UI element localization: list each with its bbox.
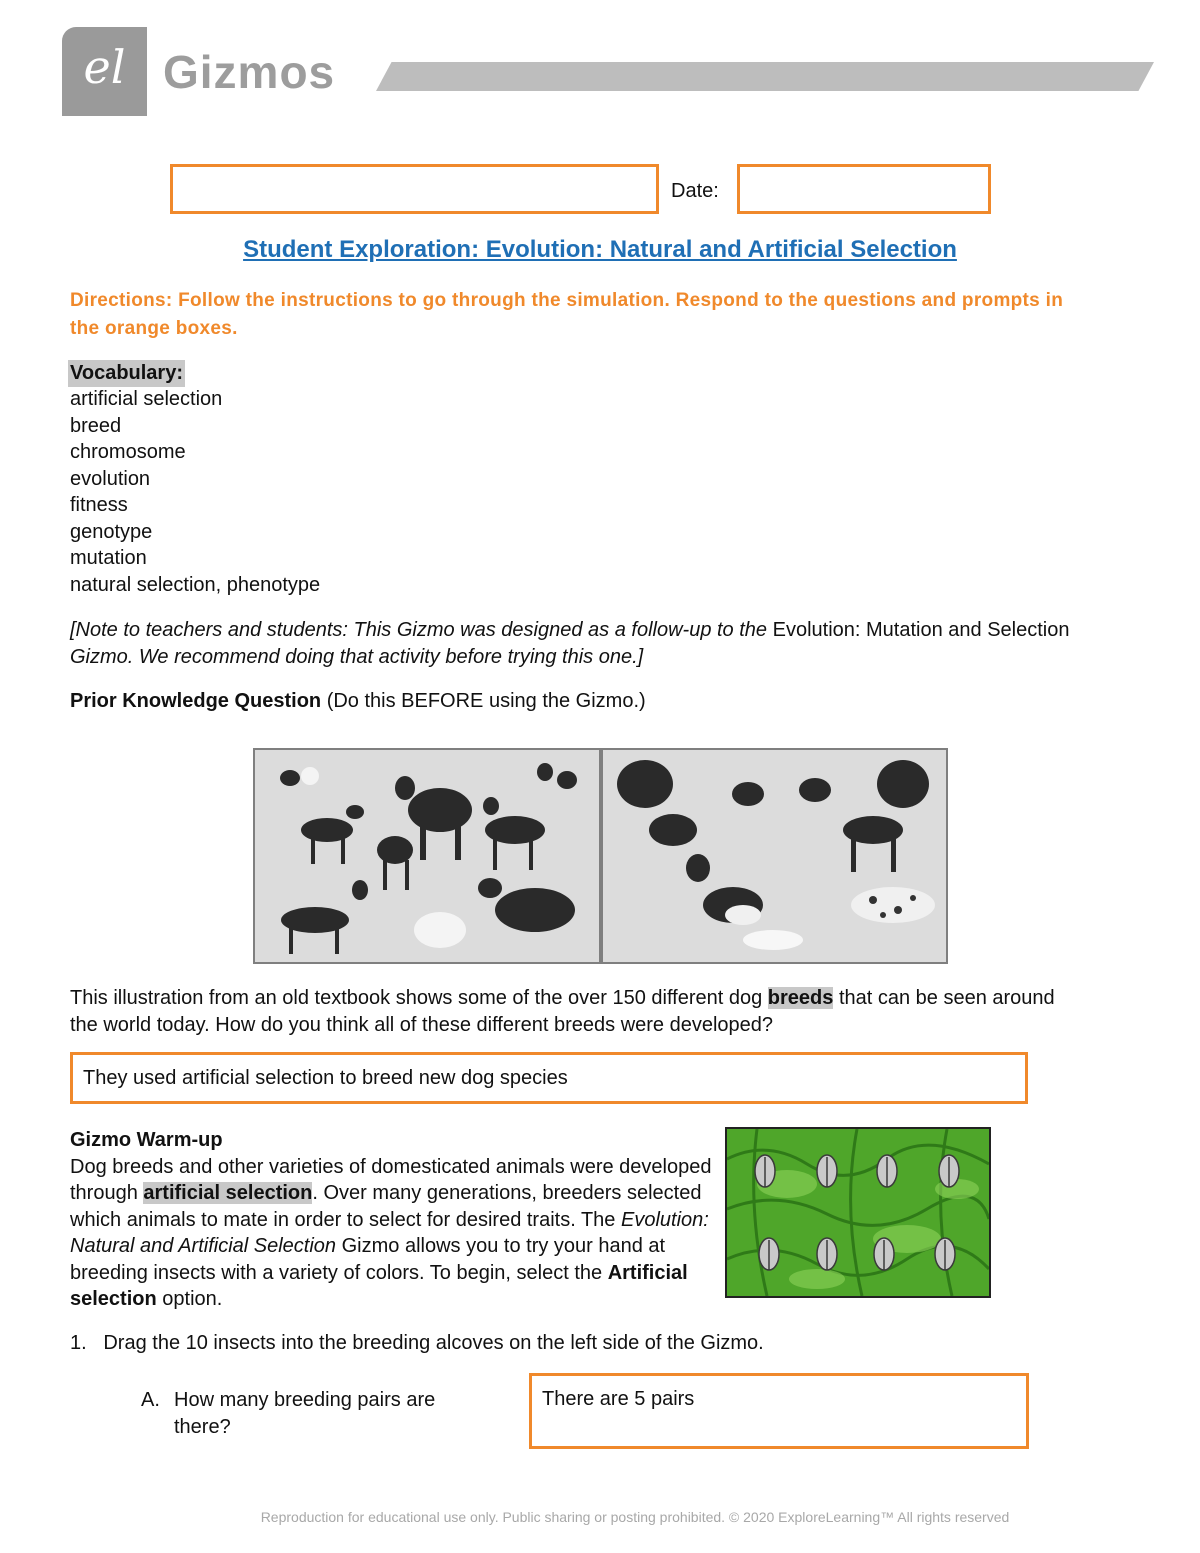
vocabulary-list	[70, 386, 320, 598]
date-label: Date:	[671, 180, 719, 202]
dog-plate-right	[603, 750, 946, 962]
dog-breeds-illustration	[253, 748, 948, 964]
vocab-term: fitness	[70, 494, 128, 516]
gizmo-warmup-section	[70, 1127, 720, 1313]
date-field[interactable]	[737, 164, 991, 214]
answer-text: There are 5 pairs	[542, 1388, 695, 1410]
header-bar	[376, 62, 1154, 91]
question-part1: This illustration from an old textbook shows some of the over 150 different dog	[70, 987, 768, 1009]
warmup-highlight: artificial selection	[143, 1182, 313, 1204]
brand-name: Gizmos	[163, 46, 336, 98]
warmup-heading: Gizmo Warm-up	[70, 1129, 223, 1151]
beetle-leaf-scene	[727, 1129, 989, 1296]
teacher-note	[70, 617, 1070, 670]
note-part1: [Note to teachers and students: This Gizmo was designed as a follow-up to the	[70, 619, 773, 641]
name-field[interactable]	[170, 164, 659, 214]
prior-knowledge-question	[70, 985, 1080, 1038]
logo-glyph: el	[83, 40, 126, 94]
warmup-text-3: Gizmo allows you to try your hand at breeding insects with a variety of colors. To begin, select the	[70, 1235, 666, 1284]
vocab-term: natural selection, phenotype	[70, 573, 321, 596]
warmup-text-1: Dog breeds and other varieties of domesticated animals were developed through	[70, 1155, 712, 1204]
directions-text: Directions: Follow the instructions to go through the simulation. Respond to the questions and prompts in the orange boxes.	[70, 290, 1064, 339]
vocab-term: mutation	[70, 547, 147, 569]
vocabulary-heading: Vocabulary:	[68, 360, 185, 387]
warmup-text-2: . Over many generations, breeders selected which animals to mate in order to select for desired traits. The	[70, 1182, 702, 1231]
prior-title: Prior Knowledge Question	[70, 690, 322, 712]
vocab-term: chromosome	[70, 441, 186, 463]
answer-box-breeding-pairs[interactable]	[529, 1373, 1029, 1449]
step-text: Drag the 10 insects into the breeding alcoves on the left side of the Gizmo.	[103, 1332, 764, 1354]
warmup-text-4: option.	[156, 1288, 223, 1310]
answer-text: They used artificial selection to breed new dog species	[83, 1067, 568, 1089]
vocab-term: artificial selection	[70, 388, 223, 410]
copyright-footer: Reproduction for educational use only. Public sharing or posting prohibited. © 2020 ExploreLearning™ All rights reserved	[260, 1509, 1010, 1525]
dog-plate-left	[255, 750, 599, 962]
explorelearning-logo	[62, 27, 147, 116]
note-gizmo-name: Evolution: Mutation and Selection	[772, 619, 1070, 641]
page-title: Student Exploration: Evolution: Natural and Artificial Selection	[243, 236, 957, 263]
warmup-gizmo-name: Evolution: Natural and Artificial Selection	[70, 1208, 709, 1257]
sub-question-text: How many breeding pairs are there?	[174, 1389, 436, 1438]
prior-subtitle: (Do this BEFORE using the Gizmo.)	[321, 690, 646, 712]
vocab-term: evolution	[70, 467, 151, 490]
beetles-on-leaves-image	[725, 1127, 991, 1298]
answer-box-prior-knowledge[interactable]	[70, 1052, 1028, 1104]
question-part2: that can be seen around the world today. How do you think all of these different breeds were developed?	[70, 987, 1055, 1036]
step-1	[70, 1330, 764, 1357]
vocab-term: genotype	[70, 520, 153, 543]
question-highlight: breeds	[767, 987, 834, 1009]
step-number: 1.	[70, 1332, 87, 1354]
vocab-term: breed	[70, 414, 122, 437]
sub-question-letter: A.	[141, 1389, 160, 1411]
prior-knowledge-heading	[70, 688, 646, 715]
note-part2: Gizmo. We recommend doing that activity before trying this one.]	[70, 645, 644, 668]
warmup-option: Artificial selection	[70, 1261, 688, 1310]
